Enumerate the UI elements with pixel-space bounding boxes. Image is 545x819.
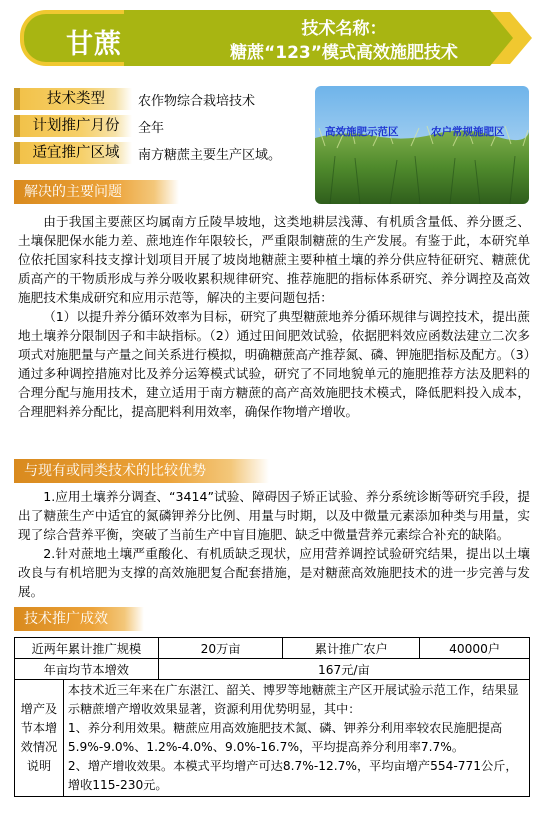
info-label: 适宜推广区域 [14, 142, 132, 164]
info-row-month [14, 113, 164, 139]
table-cell [63, 680, 529, 797]
info-label: 技术类型 [14, 88, 132, 110]
field-photo [315, 86, 529, 204]
table-cell: 累计推广农户 [283, 638, 420, 659]
table-row [15, 680, 530, 797]
desc-line: 本技术近三年来在广东湛江、韶关、博罗等地糖蔗主产区开展试验示范工作，结果显示糖蔗增产增收效果显著，资源利用优势明显，其中： [67, 683, 519, 716]
caption-farmer-area: 农户常规施肥区 [431, 126, 505, 138]
section-advantage-title: 与现有或同类技术的比较优势 [14, 459, 269, 483]
desc-line: 1、养分利用效果。糖蔗应用高效施肥技术氮、磷、钾养分利用率较农民施肥提高5.9%-9.0%、1.2%-4.0%、9.0%-16.7%，平均提高养分利用率7.7%。 [67, 721, 503, 754]
crop-name: 甘蔗 [66, 29, 122, 60]
table-cell: 年亩均节本增效 [15, 659, 159, 680]
table-cell: 40000户 [420, 638, 530, 659]
table-cell: 近两年累计推广规模 [15, 638, 159, 659]
section-advantage-body [18, 487, 530, 601]
info-value: 农作物综合栽培技术 [138, 93, 256, 109]
info-row-type [14, 86, 255, 112]
info-value: 全年 [138, 120, 165, 136]
section-results-title: 技术推广成效 [14, 607, 144, 631]
caption-demo-area: 高效施肥示范区 [325, 126, 399, 138]
tech-name: 糖蔗“123”模式高效施肥技术 [230, 43, 458, 63]
paragraph: 由于我国主要蔗区均属南方丘陵旱坡地，这类地耕层浅薄、有机质含量低、养分匮乏、土壤保肥保水能力差、蔗地连作年限较长，严重限制糖蔗的生产发展。有鉴于此，本研究单位依托国家科技支撑计划项目开展了坡岗地糖蔗主要种植土壤的养分供应特征研究、糖蔗优质高产的干物质形成与养分吸收累积规律研究、推荐施肥的指标体系研究、养分调控及高效施肥技术集成研究和应用示范等，解决的主要问题包括： [18, 214, 530, 305]
section-problem-body [18, 212, 530, 421]
paragraph: 2.针对蔗地土壤严重酸化、有机质缺乏现状，应用营养调控试验研究结果，提出以土壤改良与有机培肥为支撑的高效施肥复合配套措施，是对糖蔗高效施肥技术的进一步完善与发展。 [18, 546, 530, 599]
field-photo-drawing [315, 86, 529, 204]
results-table [14, 637, 530, 797]
table-row [15, 659, 530, 680]
table-cell: 20万亩 [158, 638, 283, 659]
info-label: 计划推广月份 [14, 115, 132, 137]
tech-name-label: 技术名称： [301, 19, 387, 39]
info-row-region [14, 140, 281, 166]
header-banner [20, 8, 535, 68]
section-problem-title: 解决的主要问题 [14, 180, 179, 204]
table-row [15, 638, 530, 659]
table-cell: 增产及节本增效情况说明 [15, 680, 64, 797]
paragraph: 1.应用土壤养分调查、“3414”试验、障碍因子矫正试验、养分系统诊断等研究手段，提出了糖蔗生产中适宜的氮磷钾养分比例、用量与时期，以及中微量元素添加种类与用量，实现了综合营养平衡，突破了当前生产中盲目施肥、缺乏中微量营养元素综合补充的缺陷。 [18, 489, 530, 542]
paragraph: （1）以提升养分循环效率为目标，研究了典型糖蔗地养分循环规律与调控技术，提出蔗地土壤养分限制因子和丰缺指标。（2）通过田间肥效试验，依据肥料效应函数法建立二次多项式对施肥量与产量之间关系进行模拟，明确糖蔗高产推荐氮、磷、钾施肥指标及配方。（3）通过多种调控措施对比及养分运筹模式试验，研究了不同地貌单元的施肥推荐方法及肥料的合理分配与施用技术，建立适用于南方糖蔗的高产高效施肥技术模式，降低肥料投入成本，合理肥料养分配比，提高肥料利用效率，确保作物增产增收。 [18, 309, 530, 419]
desc-line: 2、增产增收效果。本模式平均增产可达8.7%-12.7%，平均亩增产554-771公斤，增收115-230元。 [67, 759, 518, 792]
info-value: 南方糖蔗主要生产区域。 [138, 147, 282, 163]
table-cell: 167元/亩 [158, 659, 529, 680]
